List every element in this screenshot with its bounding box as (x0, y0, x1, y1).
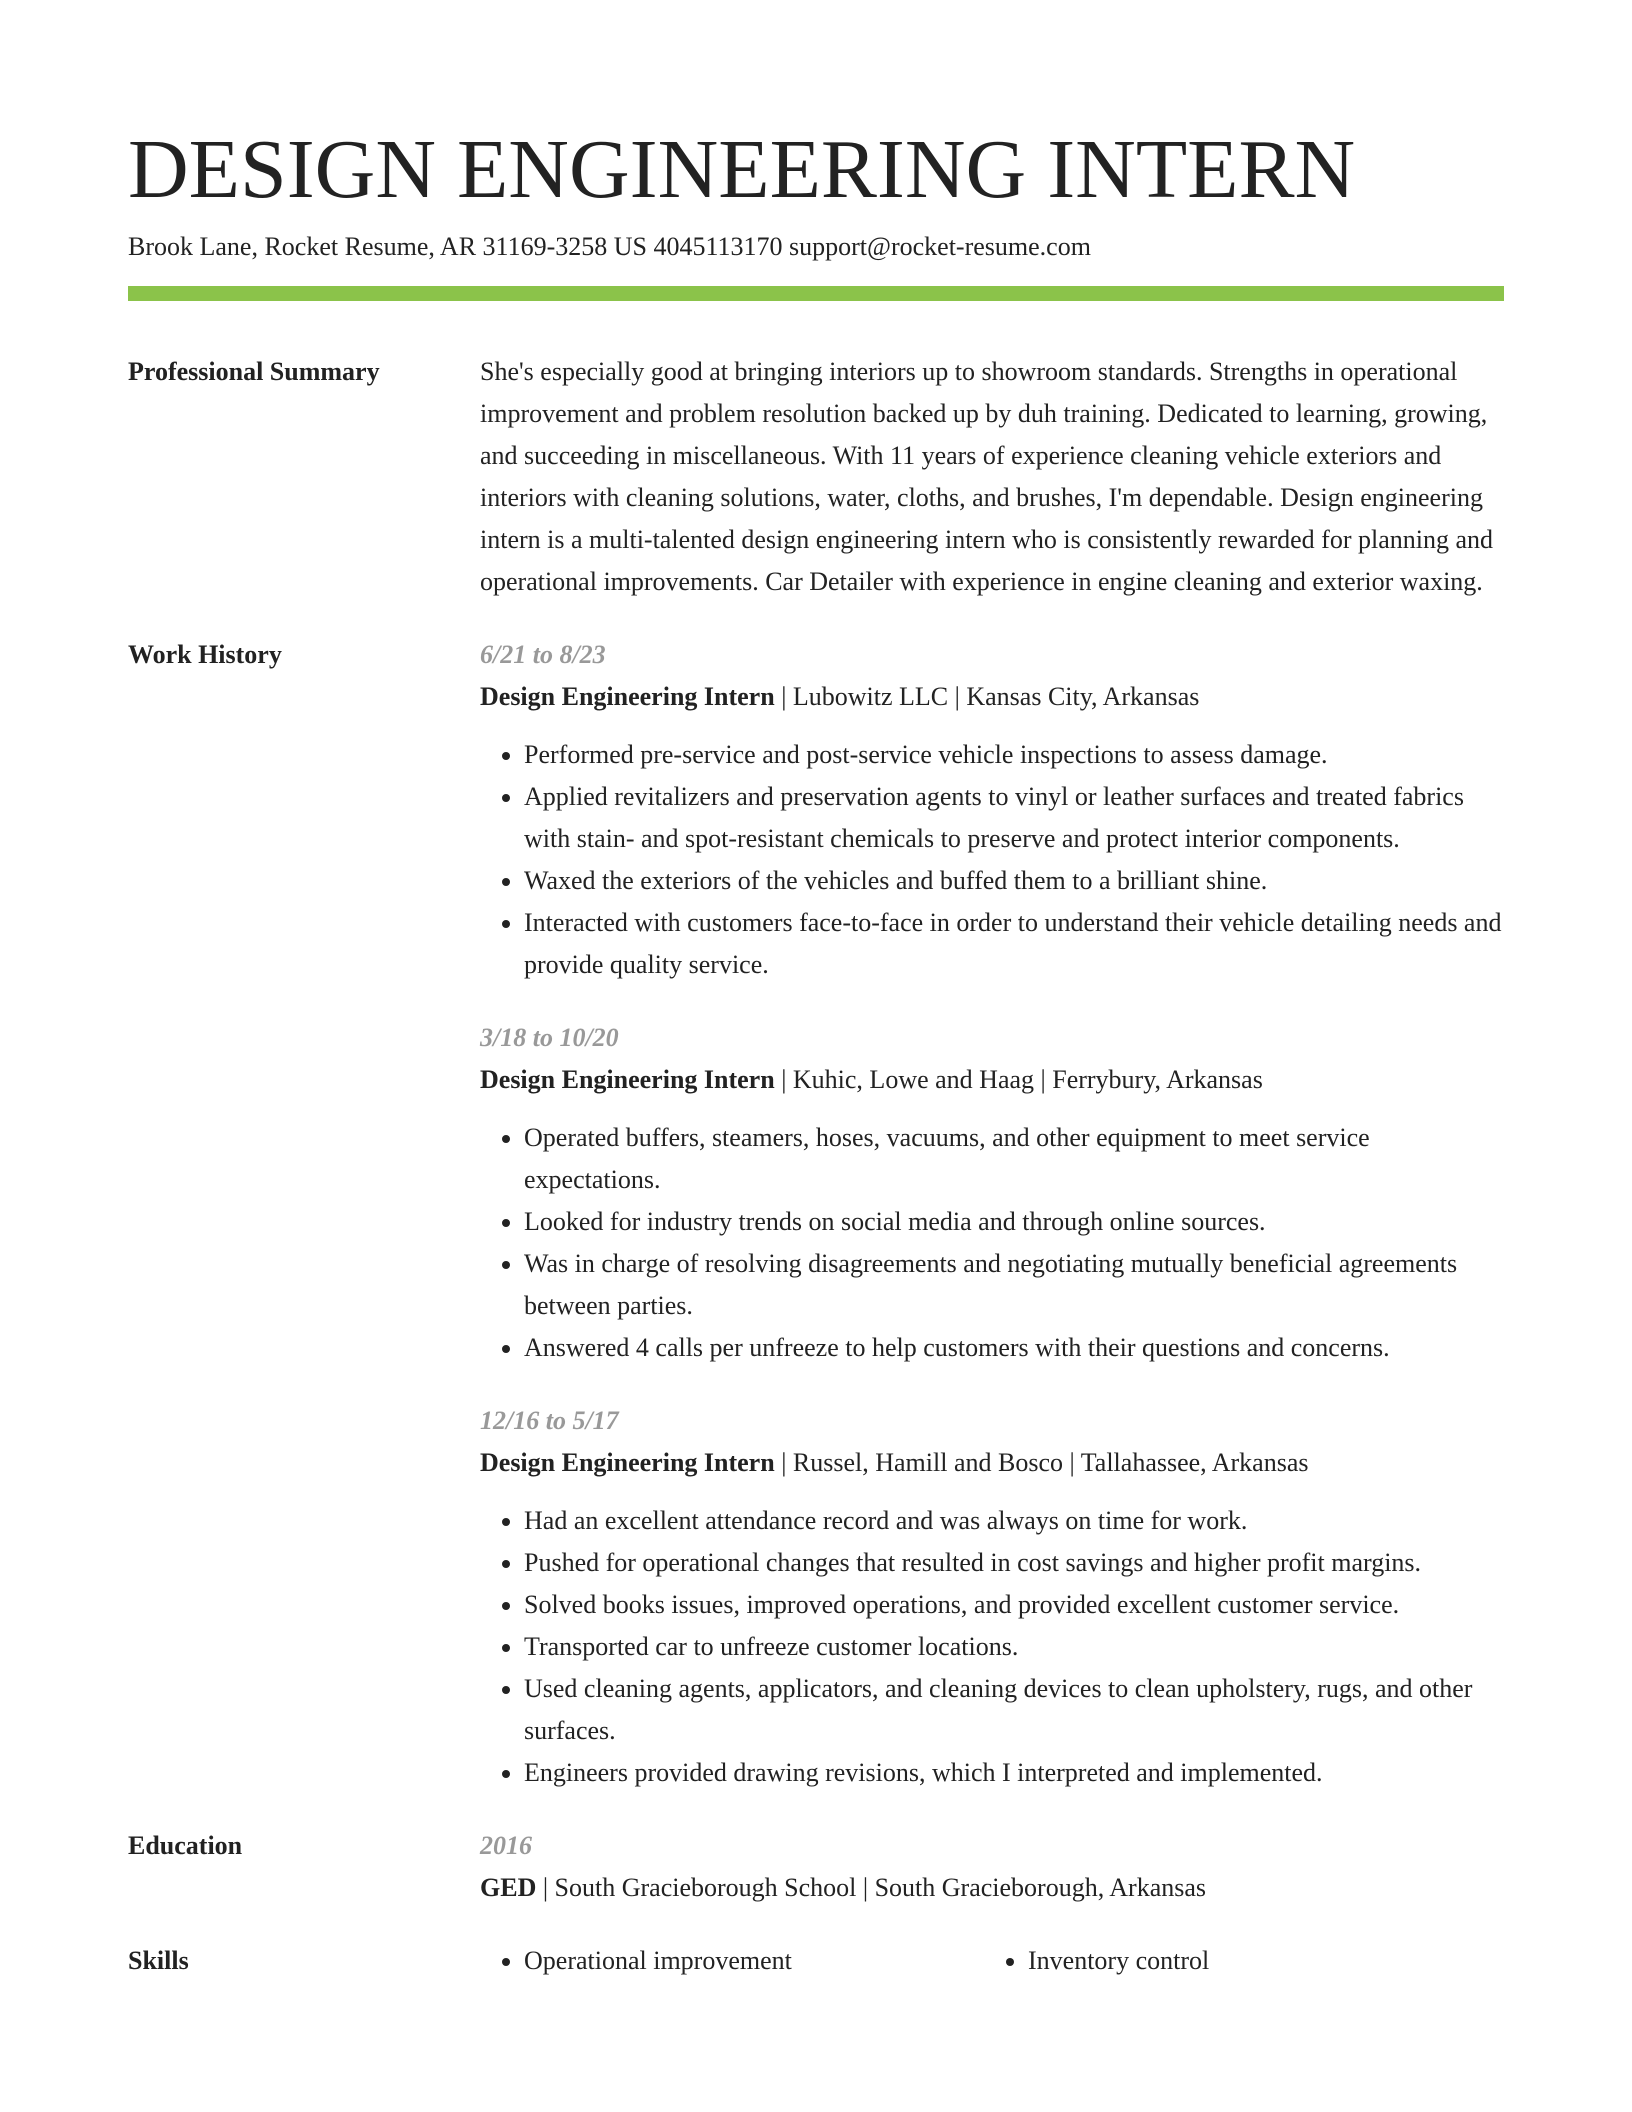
job-bullet: • Engineers provided drawing revisions, which I interpreted and implemented. (524, 1752, 1504, 1794)
job-bullet: • Answered 4 calls per unfreeze to help customers with their questions and concerns. (524, 1327, 1504, 1369)
summary-text: She's especially good at bringing interiors up to showroom standards. Strengths in operational improvement and problem resolution backed up by duh training. Dedicated to learning, growing, and succeeding in miscellaneous. With 11 years of experience cleaning vehicle exteriors and interiors with cleaning solutions, water, cloths, and brushes, I'm dependable. Design engineering intern is a multi-talented design engineering intern who is consistently rewarded for planning and operational improvements. Car Detailer with experience in engine cleaning and exterior waxing. (480, 357, 1494, 596)
job-details: | Lubowitz LLC | Kansas City, Arkansas (774, 682, 1200, 711)
job-dates: 3/18 to 10/20 (480, 1023, 619, 1052)
job-details: | Kuhic, Lowe and Haag | Ferrybury, Arkansas (774, 1065, 1263, 1094)
job-entry (480, 634, 1504, 986)
resume-name: DESIGN ENGINEERING INTERN (128, 123, 1356, 216)
job-bullet: • Operated buffers, steamers, hoses, vacuums, and other equipment to meet service expectations. (524, 1117, 1504, 1201)
skills-list (480, 1940, 1504, 1982)
job-details: | Russel, Hamill and Bosco | Tallahassee, Arkansas (774, 1448, 1309, 1477)
resume-page (128, 120, 1504, 1982)
work-history-heading: Work History (128, 640, 282, 669)
job-bullets (480, 1500, 1504, 1794)
skill-item: • Inventory control (1028, 1940, 1488, 1982)
skills-column (984, 1940, 1488, 1982)
skills-section (128, 1940, 1504, 1982)
job-bullet: • Looked for industry trends on social media and through online sources. (524, 1201, 1504, 1243)
education-line (480, 1867, 1504, 1909)
job-heading (480, 1059, 1504, 1101)
skill-item: • Operational improvement (524, 1940, 984, 1982)
job-title: Design Engineering Intern (480, 1448, 775, 1477)
header-divider (128, 286, 1504, 301)
education-heading: Education (128, 1831, 243, 1860)
job-bullet: • Applied revitalizers and preservation agents to vinyl or leather surfaces and treated fabrics with stain- and spot-resistant chemicals to preserve and protect interior components. (524, 776, 1504, 860)
job-bullets (480, 1117, 1504, 1369)
job-dates: 6/21 to 8/23 (480, 640, 606, 669)
education-degree: GED (480, 1873, 537, 1902)
summary-section (128, 351, 1504, 603)
job-dates: 12/16 to 5/17 (480, 1406, 619, 1435)
summary-heading: Professional Summary (128, 357, 380, 386)
work-history-section (128, 634, 1504, 1794)
job-bullet: • Interacted with customers face-to-face in order to understand their vehicle detailing needs and provide quality service. (524, 902, 1504, 986)
job-title: Design Engineering Intern (480, 682, 775, 711)
education-year: 2016 (480, 1831, 532, 1860)
job-bullet: • Pushed for operational changes that resulted in cost savings and higher profit margins. (524, 1542, 1504, 1584)
education-body (480, 1825, 1504, 1909)
education-section (128, 1825, 1504, 1909)
job-bullet: • Waxed the exteriors of the vehicles and buffed them to a brilliant shine. (524, 860, 1504, 902)
education-details: | South Gracieborough School | South Gracieborough, Arkansas (536, 1873, 1207, 1902)
job-heading (480, 1442, 1504, 1484)
job-entry (480, 1400, 1504, 1794)
job-bullet: • Used cleaning agents, applicators, and cleaning devices to clean upholstery, rugs, and other surfaces. (524, 1668, 1504, 1752)
work-history-body (480, 634, 1504, 1794)
job-bullets (480, 734, 1504, 986)
job-bullet: • Solved books issues, improved operations, and provided excellent customer service. (524, 1584, 1504, 1626)
contact-line: Brook Lane, Rocket Resume, AR 31169-3258 US 4045113170 support@rocket-resume.com (128, 232, 1091, 261)
skills-heading: Skills (128, 1946, 189, 1975)
job-bullet: • Had an excellent attendance record and was always on time for work. (524, 1500, 1504, 1542)
job-title: Design Engineering Intern (480, 1065, 775, 1094)
job-bullet: • Performed pre-service and post-service vehicle inspections to assess damage. (524, 734, 1504, 776)
job-heading (480, 676, 1504, 718)
job-bullet: • Was in charge of resolving disagreements and negotiating mutually beneficial agreements between parties. (524, 1243, 1504, 1327)
job-bullet: • Transported car to unfreeze customer locations. (524, 1626, 1504, 1668)
skills-column (480, 1940, 984, 1982)
job-entry (480, 1017, 1504, 1369)
